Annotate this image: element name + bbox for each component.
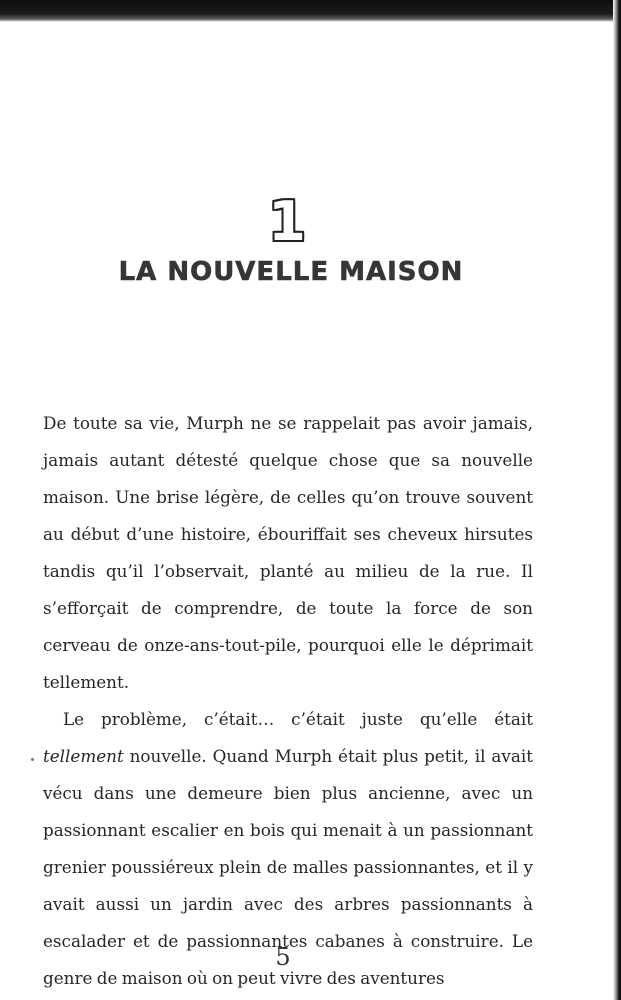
- paragraph-2-text-start: Le problème, c’était… c’était juste qu’elle était: [63, 709, 533, 729]
- page-number: 5: [275, 943, 291, 971]
- paragraph-2-text-end: nouvelle. Quand Murph était plus petit, il avait vécu dans une demeure bien plus ancienne, avec un passionnant escalier en bois qui menait à un passionnant grenier poussiéreux plein de malles passionnantes, et il y avait aussi un jardin avec des arbres passionnants à escalader et de passionnantes cabanes à construire. Le genre de maison où on peut vivre des aventures: [43, 746, 533, 988]
- body-text: [43, 405, 533, 997]
- scan-speck: [31, 758, 34, 761]
- scan-right-edge: [613, 0, 621, 1000]
- chapter-title: LA NOUVELLE MAISON: [118, 257, 464, 287]
- paragraph-2-emphasis: tellement: [43, 746, 124, 766]
- paragraph-1: De toute sa vie, Murph ne se rappelait pas avoir jamais, jamais autant détesté quelque chose que sa nouvelle maison. Une brise légère, de celles qu’on trouve souvent au début d’une histoire, ébouriffait ses cheveux hirsutes tandis qu’il l’observait, planté au milieu de la rue. Il s’efforçait de comprendre, de toute la force de son cerveau de onze-ans-tout-pile, pourquoi elle le déprimait tellement.: [43, 413, 533, 692]
- scan-top-edge: [0, 0, 621, 22]
- chapter-number: 1: [268, 190, 306, 253]
